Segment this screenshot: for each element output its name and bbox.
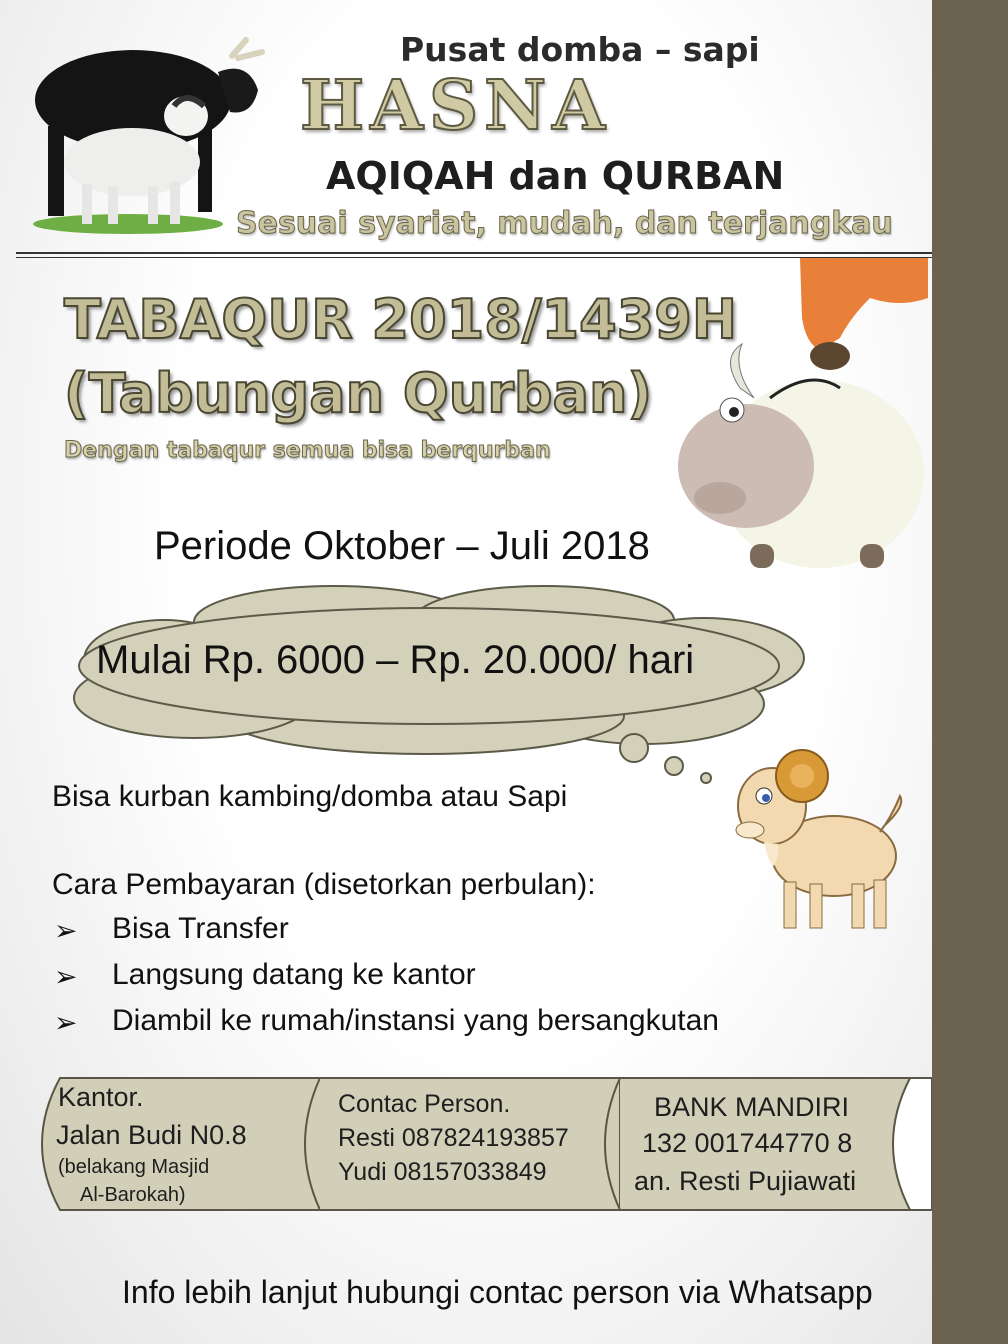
bank-account-number: 132 001744770 8 — [642, 1128, 853, 1158]
service-heading: AQIQAH dan QURBAN — [326, 154, 785, 198]
payment-method-item: Diambil ke rumah/instansi yang bersangkutan — [112, 1004, 719, 1037]
price-cloud-bubble — [44, 578, 814, 788]
bank-account-holder: an. Resti Pujiawati — [634, 1166, 857, 1196]
footer-info: Info lebih lanjut hubungi contac person via Whatsapp — [122, 1274, 873, 1310]
cow-and-sheep-image — [18, 16, 266, 238]
divider-line — [16, 252, 932, 254]
right-accent-bar — [932, 0, 1008, 1344]
brand-logo-text: HASNA — [300, 66, 612, 146]
cartoon-goat-image — [724, 746, 910, 942]
contact-person-yudi: Yudi 08157033849 — [338, 1158, 547, 1186]
office-label: Kantor. — [58, 1082, 144, 1112]
animal-options-text: Bisa kurban kambing/domba atau Sapi — [52, 780, 568, 813]
bullet-arrow-icon: ➢ — [54, 915, 78, 946]
tagline-pusat: Pusat domba – sapi — [400, 30, 760, 69]
slogan: Sesuai syariat, mudah, dan terjangkau — [236, 206, 893, 241]
period-text: Periode Oktober – Juli 2018 — [154, 524, 650, 568]
payment-method-item: Langsung datang ke kantor — [112, 958, 476, 991]
program-subtitle: (Tabungan Qurban) — [64, 362, 653, 425]
program-tagline: Dengan tabaqur semua bisa berqurban — [64, 438, 551, 463]
bank-name: BANK MANDIRI — [654, 1092, 850, 1122]
bullet-arrow-icon: ➢ — [54, 961, 78, 992]
price-text: Mulai Rp. 6000 – Rp. 20.000/ hari — [96, 638, 695, 682]
office-note: (belakang Masjid — [58, 1156, 210, 1178]
payment-method-item: Bisa Transfer — [112, 912, 289, 945]
payment-heading: Cara Pembayaran (disetorkan perbulan): — [52, 868, 596, 901]
contact-person-label: Contac Person. — [338, 1090, 511, 1118]
contact-person-resti: Resti 087824193857 — [338, 1124, 569, 1152]
program-title: TABAQUR 2018/1439H — [64, 288, 738, 351]
office-note-2: Al-Barokah) — [80, 1184, 186, 1206]
bullet-arrow-icon: ➢ — [54, 1007, 78, 1038]
office-address: Jalan Budi N0.8 — [56, 1120, 247, 1150]
